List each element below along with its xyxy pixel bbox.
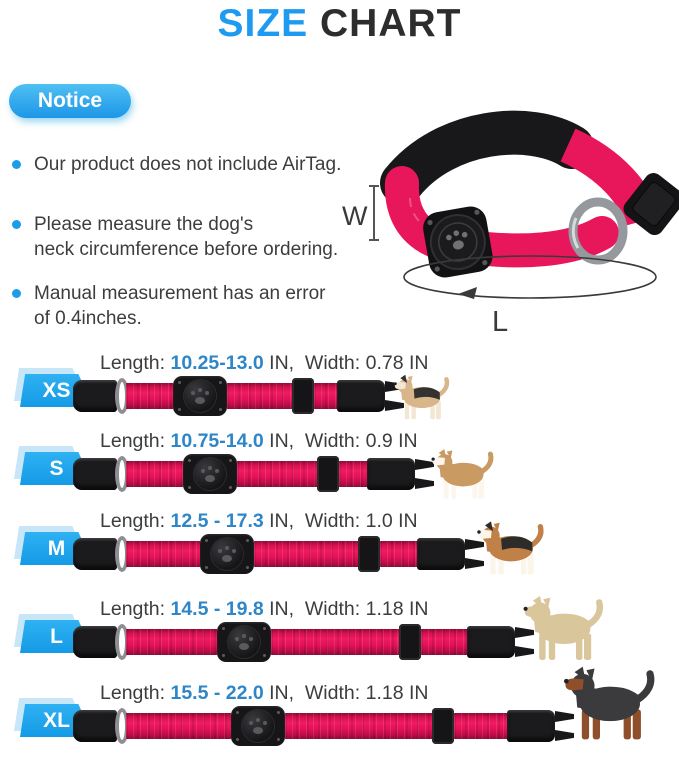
dog-icon-beagle <box>474 518 548 578</box>
buckle-female <box>73 710 117 742</box>
dog-icon-shiba-inu <box>428 446 498 502</box>
buckle-female <box>73 458 117 490</box>
size-spec: Length: 10.25-13.0 IN, Width: 0.78 IN <box>100 352 429 374</box>
size-row-s <box>0 428 679 520</box>
length-value: 14.5 - 19.8 <box>170 598 264 620</box>
notice-badge: Notice <box>9 84 131 118</box>
bullet-text: Please measure the dog's <box>34 214 254 235</box>
length-value: 10.75-14.0 <box>170 430 264 452</box>
buckle-female <box>73 626 117 658</box>
collar-illustration <box>73 706 555 746</box>
collar-padding <box>402 133 572 183</box>
airtag-disc <box>194 458 226 490</box>
page-title <box>0 2 679 46</box>
airtag-disc <box>242 710 274 742</box>
length-value: 12.5 - 17.3 <box>170 510 264 532</box>
width-value: 1.18 <box>365 682 404 704</box>
size-row-xl <box>0 680 679 772</box>
buckle-male <box>507 710 555 742</box>
bullet-item: Manual measurement has an error of 0.4inches. <box>12 281 364 331</box>
bullet-dot-icon <box>12 289 21 298</box>
collar-illustration <box>73 534 465 574</box>
dog-icon-corgi <box>390 372 454 422</box>
airtag-mount <box>183 454 237 494</box>
airtag-mount <box>173 376 227 416</box>
airtag-mount <box>217 622 271 662</box>
width-value: 1.18 <box>365 598 404 620</box>
bullet-text: Our product does not include AirTag. <box>34 154 342 175</box>
arrowhead-icon <box>458 287 477 299</box>
collar-illustration <box>73 454 415 494</box>
length-annotation-label: L <box>492 306 509 338</box>
strap-slider <box>399 624 421 660</box>
length-value: 10.25-13.0 <box>170 352 264 374</box>
width-annotation-label: W <box>342 201 368 231</box>
airtag-mount <box>231 706 285 746</box>
airtag-holder <box>421 204 495 280</box>
size-label: M <box>47 537 66 560</box>
width-value: 0.9 <box>365 430 393 452</box>
dog-icon-rottweiler <box>560 662 660 744</box>
buckle-male <box>367 458 415 490</box>
airtag-disc <box>228 626 260 658</box>
size-label: XS <box>42 379 71 402</box>
title-highlight: SIZE <box>217 2 309 45</box>
bullet-item <box>12 152 364 177</box>
strap-slider <box>317 456 339 492</box>
size-label: XL <box>43 709 70 732</box>
buckle-male <box>417 538 465 570</box>
buckle-male <box>337 380 385 412</box>
buckle-female <box>73 538 117 570</box>
size-spec: Length: 14.5 - 19.8 IN, Width: 1.18 IN <box>100 598 429 620</box>
strap-slider <box>432 708 454 744</box>
width-value: 1.0 <box>365 510 393 532</box>
airtag-disc <box>211 538 243 570</box>
strap-slider <box>292 378 314 414</box>
dog-icon-labrador <box>518 592 610 664</box>
bullet-dot-icon <box>12 160 21 169</box>
length-value: 15.5 - 22.0 <box>170 682 264 704</box>
size-row-m <box>0 508 679 600</box>
title-rest: CHART <box>308 2 462 45</box>
buckle-male <box>467 626 515 658</box>
collar-illustration <box>73 376 385 416</box>
airtag-disc <box>184 380 216 412</box>
size-spec: Length: 12.5 - 17.3 IN, Width: 1.0 IN <box>100 510 418 532</box>
bullet-dot-icon <box>12 220 21 229</box>
size-label: S <box>49 457 64 480</box>
width-value: 0.78 <box>365 352 404 374</box>
bullet-item: Please measure the dog's neck circumference before ordering. <box>12 212 364 262</box>
collar-illustration <box>73 622 515 662</box>
size-label: L <box>50 625 63 648</box>
strap-slider <box>358 536 380 572</box>
bullet-text: Manual measurement has an error <box>34 283 326 304</box>
airtag-mount <box>200 534 254 574</box>
product-hero-image <box>340 103 679 343</box>
size-spec: Length: 10.75-14.0 IN, Width: 0.9 IN <box>100 430 418 452</box>
size-spec: Length: 15.5 - 22.0 IN, Width: 1.18 IN <box>100 682 429 704</box>
buckle-female <box>73 380 117 412</box>
